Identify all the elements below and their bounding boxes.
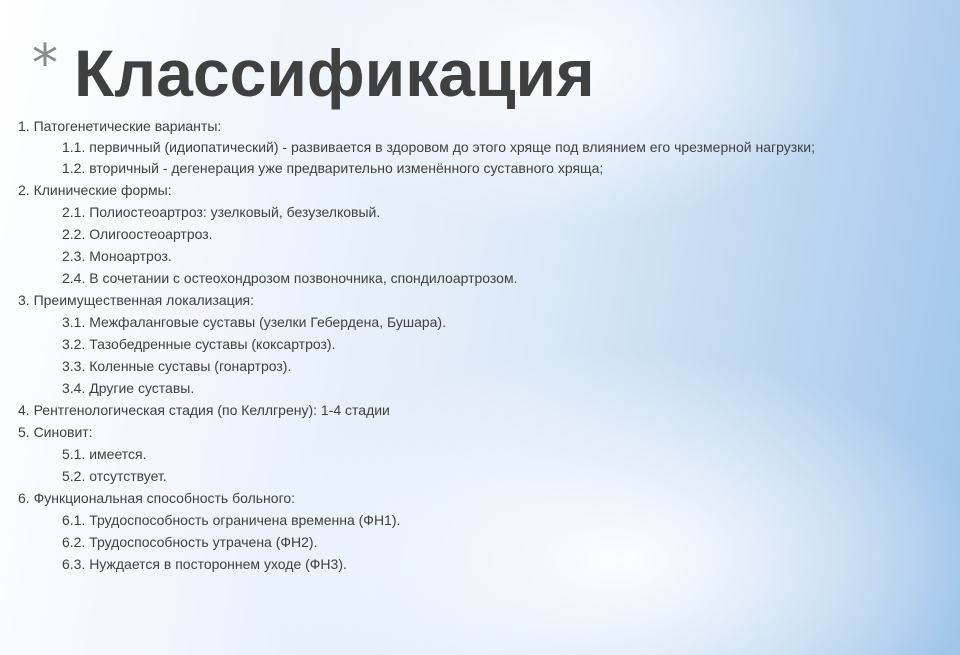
list-item: 1. Патогенетические варианты: [18, 118, 222, 134]
list-item: 2.4. В сочетании с остеохондрозом позвоночника, спондилоартрозом. [62, 270, 518, 286]
list-item: 6.2. Трудоспособность утрачена (ФН2). [62, 534, 318, 550]
list-item: 2.1. Полиостеоартроз: узелковый, безузелковый. [62, 204, 381, 220]
list-item: 1.2. вторичный - дегенерация уже предварительно изменённого суставного хряща; [62, 160, 604, 176]
list-item: 6.1. Трудоспособность ограничена временна (ФН1). [62, 512, 401, 528]
list-item: 6.3. Нуждается в постороннем уходе (ФН3). [62, 556, 347, 572]
classification-list [18, 117, 918, 577]
list-item: 2. Клинические формы: [18, 182, 172, 198]
list-item: 5. Синовит: [18, 424, 93, 440]
list-item: 3.4. Другие суставы. [62, 380, 195, 396]
list-item: 3.3. Коленные суставы (гонартроз). [62, 358, 292, 374]
list-item: 3. Преимущественная локализация: [18, 292, 254, 308]
list-item: 1.1. первичный (идиопатический) - развивается в здоровом до этого хряще под влиянием его чрезмерной нагрузки; [62, 139, 815, 155]
list-item: 3.2. Тазобедренные суставы (коксартроз). [62, 336, 336, 352]
slide-title: Классификация [74, 36, 595, 110]
asterisk-bullet-icon: * [32, 34, 58, 94]
list-item: 6. Функциональная способность больного: [18, 490, 296, 506]
list-item: 2.3. Моноартроз. [62, 248, 172, 264]
list-item: 3.1. Межфаланговые суставы (узелки Гебердена, Бушара). [62, 314, 446, 330]
list-item: 5.2. отсутствует. [62, 468, 167, 484]
list-item: 4. Рентгенологическая стадия (по Келлгрену): 1-4 стадии [18, 402, 390, 418]
list-item: 5.1. имеется. [62, 446, 147, 462]
list-item: 2.2. Олигоостеоартроз. [62, 226, 213, 242]
